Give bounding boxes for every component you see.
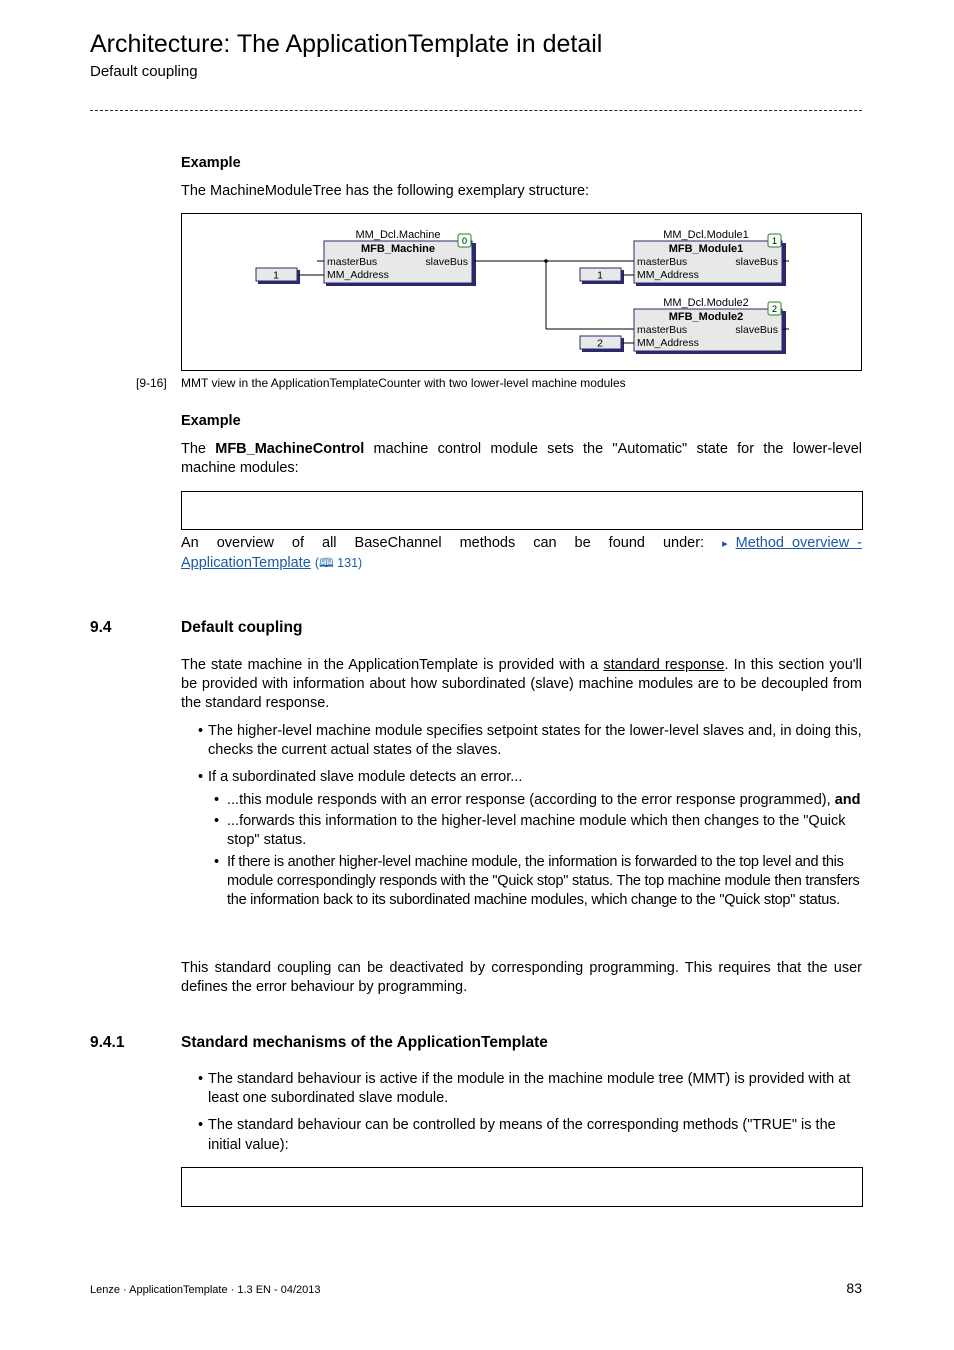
subsection-title: Standard mechanisms of the ApplicationTemplate [181,1034,548,1051]
module-name: MFB_MachineControl [215,441,365,457]
header-divider [90,110,862,111]
page-reference[interactable]: (🕮 131) [314,556,363,571]
mmt-diagram [181,213,862,371]
sub-list-item: • If there is another higher-level machine module, the information is forwarded to the top level and this module correspondingly responds with the "Quick stop" status. The top machine module then transfers the information back to its subordinated machine modules, which change to the "Quick stop" status. [181,853,862,911]
coupling-bullet-list-2 [181,768,862,787]
sub-list-item: • ...this module responds with an error response (according to the error response programmed), and [181,791,862,810]
svg-text:MM_Dcl.Module2: MM_Dcl.Module2 [663,297,749,309]
svg-text:2: 2 [597,337,603,350]
svg-text:MFB_Module1: MFB_Module1 [668,243,744,255]
example2-label: Example [181,413,241,429]
svg-text:slaveBus: slaveBus [735,324,778,336]
example2-paragraph: The MFB_MachineControl machine control module sets the "Automatic" state for the lower-level machine modules: [181,441,863,477]
svg-text:slaveBus: slaveBus [735,256,778,268]
page-number: 83 [846,1280,862,1296]
list-item: • If a subordinated slave module detects an error... [181,768,862,787]
link-arrow-icon: ▸ [722,538,728,550]
sub-list-item: • ...forwards this information to the higher-level machine module which then changes to the "Quick stop" status. [181,812,862,850]
svg-text:masterBus: masterBus [327,256,378,268]
svg-text:1: 1 [273,269,279,282]
figure-caption-number: [9-16] [136,376,167,390]
block-mfb-machine [256,229,476,286]
section-title: Default coupling [181,619,303,636]
svg-text:MM_Dcl.Machine: MM_Dcl.Machine [355,229,441,241]
closing-paragraph: This standard coupling can be deactivated by corresponding programming. This requires that the user defines the error behaviour by programming. [181,960,862,996]
svg-text:MM_Dcl.Module1: MM_Dcl.Module1 [663,229,749,241]
svg-text:MM_Address: MM_Address [637,337,699,349]
svg-text:MM_Address: MM_Address [637,269,699,281]
list-item: • The standard behaviour is active if the module in the machine module tree (MMT) is provided with at least one subordinated slave module. [181,1070,862,1108]
figure-caption-text: MMT view in the ApplicationTemplateCounter with two lower-level machine modules [181,376,626,390]
mechanisms-list [181,1070,862,1155]
svg-text:1: 1 [597,269,603,282]
svg-text:MFB_Module2: MFB_Module2 [668,311,744,323]
svg-text:MFB_Machine: MFB_Machine [361,243,435,255]
standard-response-link[interactable]: standard response [603,657,725,673]
subsection-number: 9.4.1 [90,1034,125,1051]
overview-paragraph: An overview of all BaseChannel methods can be found under: ▸ Method overview - ApplicationTemplate (🕮 131) [181,535,863,572]
svg-text:0: 0 [461,236,468,246]
example-intro: The MachineModuleTree has the following exemplary structure: [181,183,590,199]
page-subtitle: Default coupling [90,63,198,80]
list-item: • The standard behaviour can be controlled by means of the corresponding methods ("TRUE" is the initial value): [181,1116,862,1154]
code-box-automatic [181,491,863,530]
block-mfb-module2 [580,297,789,354]
section-intro: The state machine in the ApplicationTemplate is provided with a standard response. In this section you'll be provided with information about how subordinated (slave) machine modules are to be decoupled from the standard response. [181,657,862,712]
page-title: Architecture: The ApplicationTemplate in detail [90,30,603,58]
svg-text:masterBus: masterBus [637,324,688,336]
svg-text:MM_Address: MM_Address [327,269,389,281]
list-item: • The higher-level machine module specifies setpoint states for the lower-level slaves and, in doing this, checks the current actual states of the slaves. [181,722,862,760]
coupling-bullet-list [181,722,862,760]
error-sub-list [181,791,862,910]
footer-doc-info: Lenze · ApplicationTemplate · 1.3 EN - 04/2013 [90,1284,321,1296]
code-box-methods [181,1167,863,1207]
example-label: Example [181,155,241,171]
svg-text:masterBus: masterBus [637,256,688,268]
mmt-diagram-svg [182,214,861,370]
svg-text:2: 2 [771,304,778,314]
method-overview-link[interactable]: Method overview - ApplicationTemplate [181,535,863,572]
svg-text:slaveBus: slaveBus [425,256,468,268]
section-number: 9.4 [90,619,112,636]
block-mfb-module1 [580,229,789,286]
svg-text:1: 1 [771,236,778,246]
